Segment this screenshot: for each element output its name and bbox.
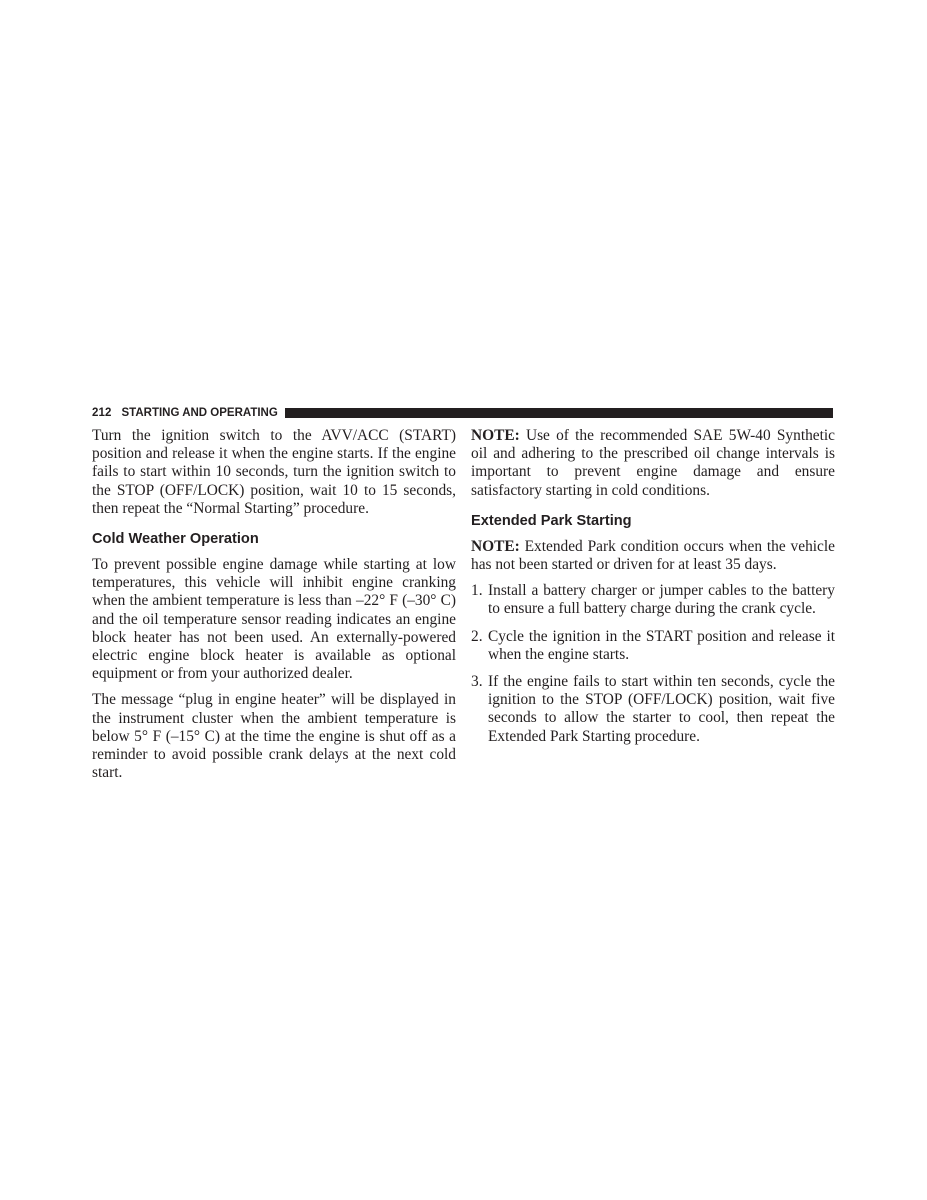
step-number: 3. [471, 673, 483, 691]
step-text: Cycle the ignition in the START position and release it when the engine starts. [488, 627, 835, 663]
note-label: NOTE: [471, 427, 520, 444]
oil-note-text: Use of the recommended SAE 5W-40 Synthetic oil and adhering to the prescribed oil change intervals is important to prevent engine damage and ensure satisfactory starting in cold conditions. [471, 427, 835, 499]
step-number: 1. [471, 582, 483, 600]
step-item [471, 628, 835, 664]
extended-park-note-paragraph [471, 538, 835, 574]
extended-park-note-text: Extended Park condition occurs when the vehicle has not been started or driven for at least 35 days. [471, 537, 835, 574]
step-text: If the engine fails to start within ten seconds, cycle the ignition to the STOP (OFF/LOCK) position, wait five seconds to allow the starter to cool, then repeat the Extended Park Starting procedure. [488, 673, 835, 745]
cold-weather-paragraph: To prevent possible engine damage while starting at low temperatures, this vehicle will inhibit engine cranking when the ambient temperature is less than –22° F (–30° C) and the oil temperature sensor reading indicates an engine block heater has not been used. An externally-powered electric engine block heater is available as optional equipment or from your authorized dealer. [92, 556, 456, 683]
step-text: Install a battery charger or jumper cables to the battery to ensure a full battery charge during the crank cycle. [488, 582, 835, 618]
right-column [471, 427, 835, 755]
section-title: STARTING AND OPERATING [121, 407, 278, 419]
engine-heater-message-paragraph: The message “plug in engine heater” will be displayed in the instrument cluster when the ambient temperature is below 5° F (–15° C) at the time the engine is shut off as a reminder to avoid possible crank delays at the next cold start. [92, 691, 456, 782]
extended-park-steps [471, 582, 835, 746]
intro-paragraph: Turn the ignition switch to the AVV/ACC (START) position and release it when the engine starts. If the engine fails to start within 10 seconds, turn the ignition switch to the STOP (OFF/LOCK) position, wait 10 to 15 seconds, then repeat the “Normal Starting” procedure. [92, 427, 456, 517]
step-number: 2. [471, 627, 483, 645]
step-item [471, 582, 835, 618]
header-rule [285, 408, 833, 418]
note-label: NOTE: [471, 537, 520, 555]
cold-weather-heading: Cold Weather Operation [92, 531, 259, 548]
oil-note-paragraph [471, 427, 835, 500]
extended-park-heading: Extended Park Starting [471, 512, 632, 529]
page-header [92, 405, 833, 421]
left-column [92, 427, 456, 790]
step-item [471, 673, 835, 746]
page-number: 212 [92, 407, 112, 419]
